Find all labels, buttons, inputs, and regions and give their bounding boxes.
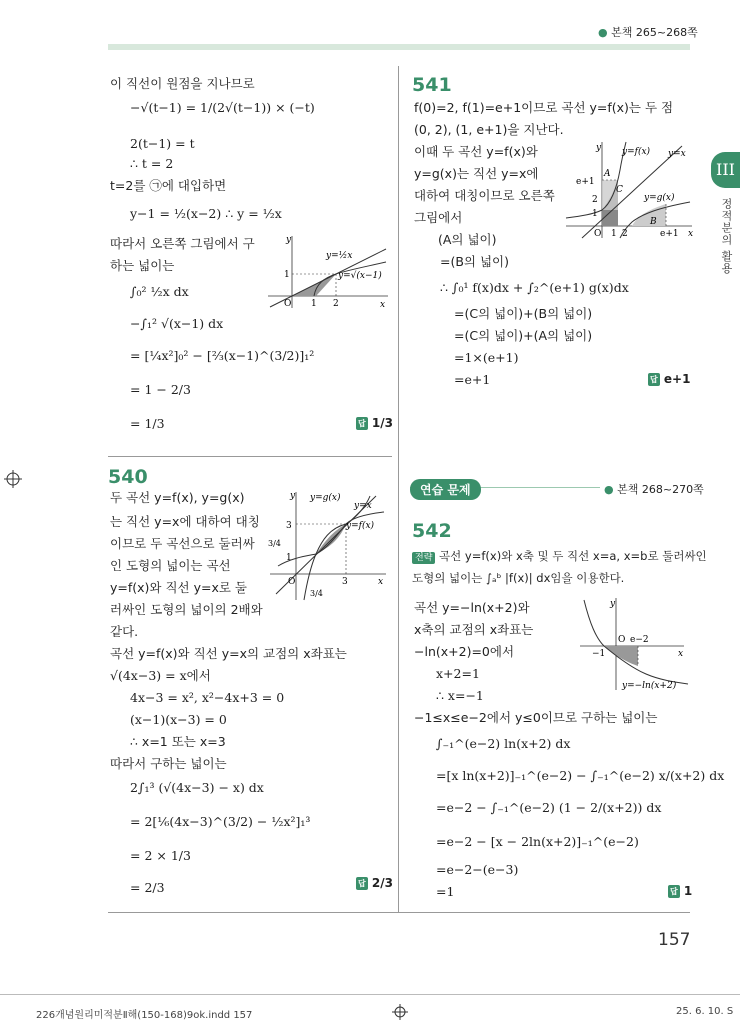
math-line: ∫₀² ½x dx [130, 284, 189, 299]
problem-number: 542 [412, 520, 452, 542]
label-line: y=½x [326, 251, 353, 261]
math-line: =(C의 넓이)+(B의 넓이) [454, 306, 593, 321]
x-label: x [378, 577, 384, 587]
text-line: 그림에서 [414, 210, 463, 225]
math-line: =1 [436, 884, 455, 899]
svg-text:y=f(x): y=f(x) [622, 147, 651, 157]
text-line: 이때 두 곡선 y=f(x)와 [414, 144, 538, 159]
math-line: = 2/3 [130, 880, 165, 895]
tick-3: 3 [342, 577, 348, 587]
answer-541: 답 e+1 [650, 372, 691, 386]
problem-number: 541 [412, 74, 452, 96]
math-line: = 2[⅙(4x−3)^(3/2) − ½x²]₁³ [130, 814, 311, 829]
math-line: =1×(e+1) [454, 350, 519, 365]
math-line: =(B의 넓이) [440, 254, 510, 269]
math-line: = 1 − 2/3 [130, 382, 191, 397]
label-f: y=f(x) [346, 521, 375, 531]
math-line: ∴ ∫₀¹ f(x)dx + ∫₂^(e+1) g(x)dx [440, 280, 629, 295]
section-divider [108, 456, 392, 457]
math-line: 4x−3 = x², x²−4x+3 = 0 [130, 690, 285, 705]
registration-mark-icon [392, 1004, 408, 1020]
text-line: 는 직선 y=x에 대하여 대칭 [110, 514, 260, 529]
graph-541 [562, 140, 698, 240]
text-line: 이므로 두 곡선으로 둘러싸 [110, 536, 255, 551]
bottom-rule [108, 912, 690, 913]
column-divider [398, 66, 399, 912]
tick-1: 1 [311, 299, 317, 309]
origin-label: O [284, 299, 292, 309]
graph-542 [576, 594, 692, 694]
math-line: (A의 넓이) [438, 232, 497, 247]
footer-rule [0, 994, 740, 995]
math-line: ∴ x=−1 [436, 688, 484, 703]
svg-text:C: C [616, 185, 623, 195]
svg-text:2: 2 [592, 195, 598, 205]
math-line: −∫₁² √(x−1) dx [130, 316, 224, 331]
text-line: y=f(x)와 직선 y=x로 둘 [110, 580, 247, 595]
svg-text:2: 2 [622, 229, 628, 239]
label-yx: y=x [354, 501, 372, 511]
svg-text:y=g(x): y=g(x) [644, 193, 675, 203]
math-line: x+2=1 [436, 666, 480, 681]
ytick-1: 1 [286, 553, 292, 563]
text-line: −1≤x≤e−2에서 y≤0이므로 구하는 넓이는 [414, 710, 658, 725]
svg-text:e−2: e−2 [630, 635, 649, 645]
y-label: y [286, 235, 292, 245]
y-label: y [290, 491, 296, 501]
math-line: ∴ x=1 또는 x=3 [130, 734, 226, 749]
top-bar [108, 44, 690, 50]
math-line: −√(t−1) = 1/(2√(t−1)) × (−t) [130, 100, 315, 115]
math-line: =e−2−(e−3) [436, 862, 519, 877]
problem-number: 540 [108, 466, 148, 488]
math-line: =e+1 [454, 372, 491, 387]
text-line: (0, 2), (1, e+1)을 지난다. [414, 122, 564, 137]
text-line: 두 곡선 y=f(x), y=g(x) [110, 490, 245, 505]
text-line: 따라서 오른쪽 그림에서 구 [110, 236, 255, 251]
math-line: y−1 = ½(x−2) ∴ y = ½x [130, 206, 282, 221]
text-line: 곡선 y=−ln(x+2)와 [414, 600, 530, 615]
answer-539: 답 1/3 [358, 416, 394, 430]
svg-text:y: y [610, 599, 616, 609]
chapter-label: 정적분의 활용 [720, 198, 733, 275]
answer-540: 답 2/3 [358, 876, 394, 890]
footer-file: 226개념원리미적분Ⅱ해(150-168)9ok.indd 157 [36, 1010, 253, 1021]
math-line: 2∫₁³ (√(4x−3) − x) dx [130, 780, 264, 795]
page-reference: ● 본책 265~268쪽 [598, 26, 698, 39]
label-curve: y=√(x−1) [338, 271, 382, 281]
svg-text:1: 1 [611, 229, 617, 239]
svg-text:y: y [596, 143, 602, 153]
ytick-3: 3 [286, 521, 292, 531]
strategy-line: 전략 곡선 y=f(x)와 x축 및 두 직선 x=a, x=b로 둘러싸인 [412, 548, 707, 566]
answer-542: 답 1 [670, 884, 693, 898]
svg-text:−1: −1 [592, 649, 606, 659]
ytick-1: 1 [284, 270, 290, 280]
text-line: 러싸인 도형의 넓이의 2배와 [110, 602, 263, 617]
text-line: y=g(x)는 직선 y=x에 [414, 166, 539, 181]
text-line: 같다. [110, 624, 139, 639]
ytick-3-4: 3/4 [268, 539, 281, 548]
practice-reference: ● 본책 268~270쪽 [600, 481, 704, 497]
svg-text:e+1: e+1 [660, 229, 679, 239]
math-line: =e−2 − [x − 2ln(x+2)]₋₁^(e−2) [436, 834, 639, 849]
math-line: 2(t−1) = t [130, 136, 195, 151]
svg-text:y=−ln(x+2): y=−ln(x+2) [622, 681, 677, 691]
text-line: t=2를 ㉠에 대입하면 [110, 178, 227, 193]
text-line: 인 도형의 넓이는 곡선 [110, 558, 231, 573]
math-line: (x−1)(x−3) = 0 [130, 712, 227, 727]
tick-3-4: 3/4 [310, 589, 323, 598]
curve-g [304, 496, 370, 600]
footer-date: 25. 6. 10. S [676, 1006, 734, 1017]
svg-text:x: x [678, 649, 684, 659]
label-g: y=g(x) [310, 493, 341, 503]
svg-text:O: O [618, 635, 626, 645]
strategy-line: 도형의 넓이는 ∫ₐᵇ |f(x)| dx임을 이용한다. [412, 571, 625, 585]
svg-text:A: A [604, 169, 611, 179]
origin-label: O [288, 577, 296, 587]
svg-text:x: x [688, 229, 694, 239]
math-line: ∴ t = 2 [130, 156, 174, 171]
page-number: 157 [658, 930, 691, 950]
svg-text:O: O [594, 229, 602, 239]
text-line: 따라서 구하는 넓이는 [110, 756, 227, 771]
practice-title: 연습 문제 [410, 479, 481, 500]
text-line: 대하여 대칭이므로 오른쪽 [414, 188, 555, 203]
chapter-tab: III [711, 152, 740, 188]
graph-540 [266, 488, 390, 606]
math-line: =e−2 − ∫₋₁^(e−2) (1 − 2/(x+2)) dx [436, 800, 662, 815]
math-line: √(4x−3) = x에서 [110, 668, 211, 683]
math-line: −ln(x+2)=0에서 [414, 644, 515, 659]
svg-text:e+1: e+1 [576, 177, 595, 187]
text-line: 하는 넓이는 [110, 258, 175, 273]
math-line: = [¼x²]₀² − [⅔(x−1)^(3/2)]₁² [130, 348, 315, 363]
text-line: 이 직선이 원점을 지나므로 [110, 76, 255, 91]
svg-text:B: B [650, 217, 657, 227]
svg-text:y=x: y=x [668, 149, 686, 159]
tick-2: 2 [333, 299, 339, 309]
math-line: ∫₋₁^(e−2) ln(x+2) dx [436, 736, 571, 751]
svg-text:1: 1 [592, 209, 598, 219]
math-line: = 2 × 1/3 [130, 848, 191, 863]
graph-539 [264, 232, 392, 310]
math-line: =(C의 넓이)+(A의 넓이) [454, 328, 593, 343]
math-line: = 1/3 [130, 416, 165, 431]
math-line: =[x ln(x+2)]₋₁^(e−2) − ∫₋₁^(e−2) x/(x+2) dx [436, 768, 725, 783]
x-label: x [380, 300, 386, 310]
text-line: f(0)=2, f(1)=e+1이므로 곡선 y=f(x)는 두 점 [414, 100, 674, 115]
text-line: x축의 교점의 x좌표는 [414, 622, 534, 637]
registration-mark-icon [4, 470, 22, 488]
text-line: 곡선 y=f(x)와 직선 y=x의 교점의 x좌표는 [110, 646, 347, 661]
